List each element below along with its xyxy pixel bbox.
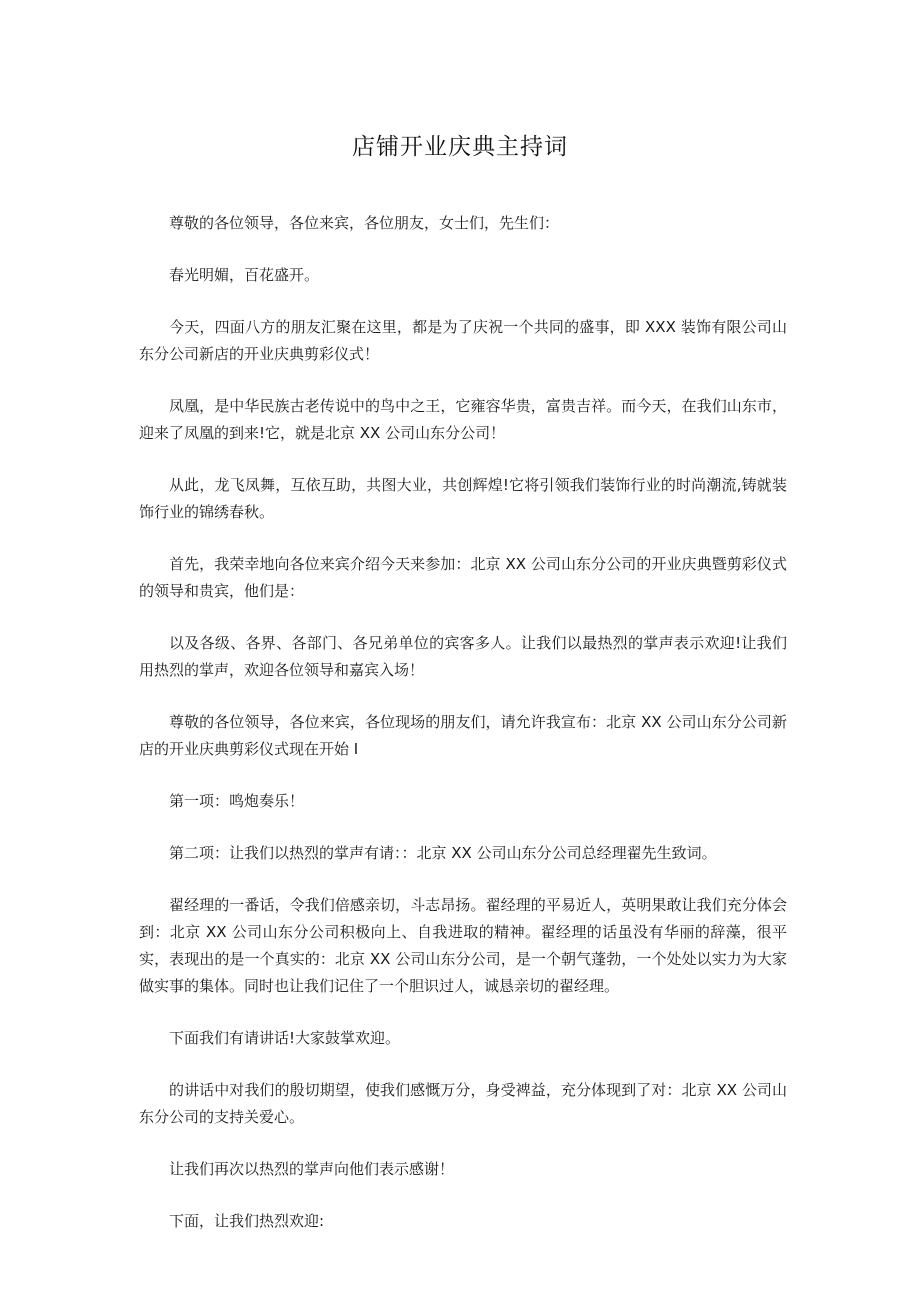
paragraph-today: 今天，四面八方的朋友汇聚在这里，都是为了庆祝一个共同的盛事，即 XXX 装饰有限公司山东分公司新店的开业庆典剪彩仪式！	[139, 318, 787, 363]
paragraph-welcome: 下面，让我们热烈欢迎:	[169, 1212, 325, 1230]
paragraph-spring: 春光明媚，百花盛开。	[169, 266, 320, 284]
paragraph-introduction: 首先，我荣幸地向各位来宾介绍今天来参加：北京 XX 公司山东分公司的开业庆典暨剪彩仪式的领导和贵宾，他们是：	[139, 555, 787, 600]
paragraph-item-one: 第一项：鸣炮奏乐！	[169, 792, 305, 810]
paragraph-next-speech: 下面我们有请讲话!大家鼓掌欢迎。	[169, 1029, 401, 1047]
paragraph-item-two: 第二项：让我们以热烈的掌声有请：：北京 XX 公司山东分公司总经理翟先生致词。	[169, 844, 717, 862]
paragraph-greeting: 尊敬的各位领导，各位来宾，各位朋友，女士们，先生们：	[169, 214, 560, 232]
paragraph-announcement: 尊敬的各位领导，各位来宾，各位现场的朋友们，请允许我宣布：北京 XX 公司山东分公司新店的开业庆典剪彩仪式现在开始 I	[139, 713, 787, 758]
paragraph-thanks: 让我们再次以热烈的掌声向他们表示感谢！	[169, 1160, 455, 1178]
document-title: 店铺开业庆典主持词	[352, 134, 568, 160]
paragraph-dragon: 从此，龙飞凤舞，互依互助，共图大业，共创辉煌!它将引领我们装饰行业的时尚潮流,铸就装饰行业的锦绣春秋。	[139, 476, 787, 521]
paragraph-phoenix: 凤凰，是中华民族古老传说中的鸟中之王，它雍容华贵，富贵吉祥。而今天，在我们山东市，迎来了凤凰的到来!它，就是北京 XX 公司山东分公司！	[139, 397, 787, 442]
paragraph-manager-speech: 翟经理的一番话，令我们倍感亲切，斗志昂扬。翟经理的平易近人，英明果敢让我们充分体会到：北京 XX 公司山东分公司积极向上、自我进取的精神。翟经理的话虽没有华丽的辞藻，很平实，表现出的是一个真实的：北京 XX 公司山东分公司，是一个朝气蓬勃，一个处处以实力为大家做实事的集体。同时也让我们记住了一个胆识过人，诚恳亲切的翟经理。	[139, 896, 787, 995]
paragraph-guests: 以及各级、各界、各部门、各兄弟单位的宾客多人。让我们以最热烈的掌声表示欢迎!让我们用热烈的掌声，欢迎各位领导和嘉宾入场！	[139, 634, 787, 679]
document-body	[139, 210, 787, 1260]
paragraph-expectations: 的讲话中对我们的殷切期望，使我们感慨万分，身受裨益，充分体现到了对：北京 XX 公司山东分公司的支持关爱心。	[139, 1081, 787, 1126]
